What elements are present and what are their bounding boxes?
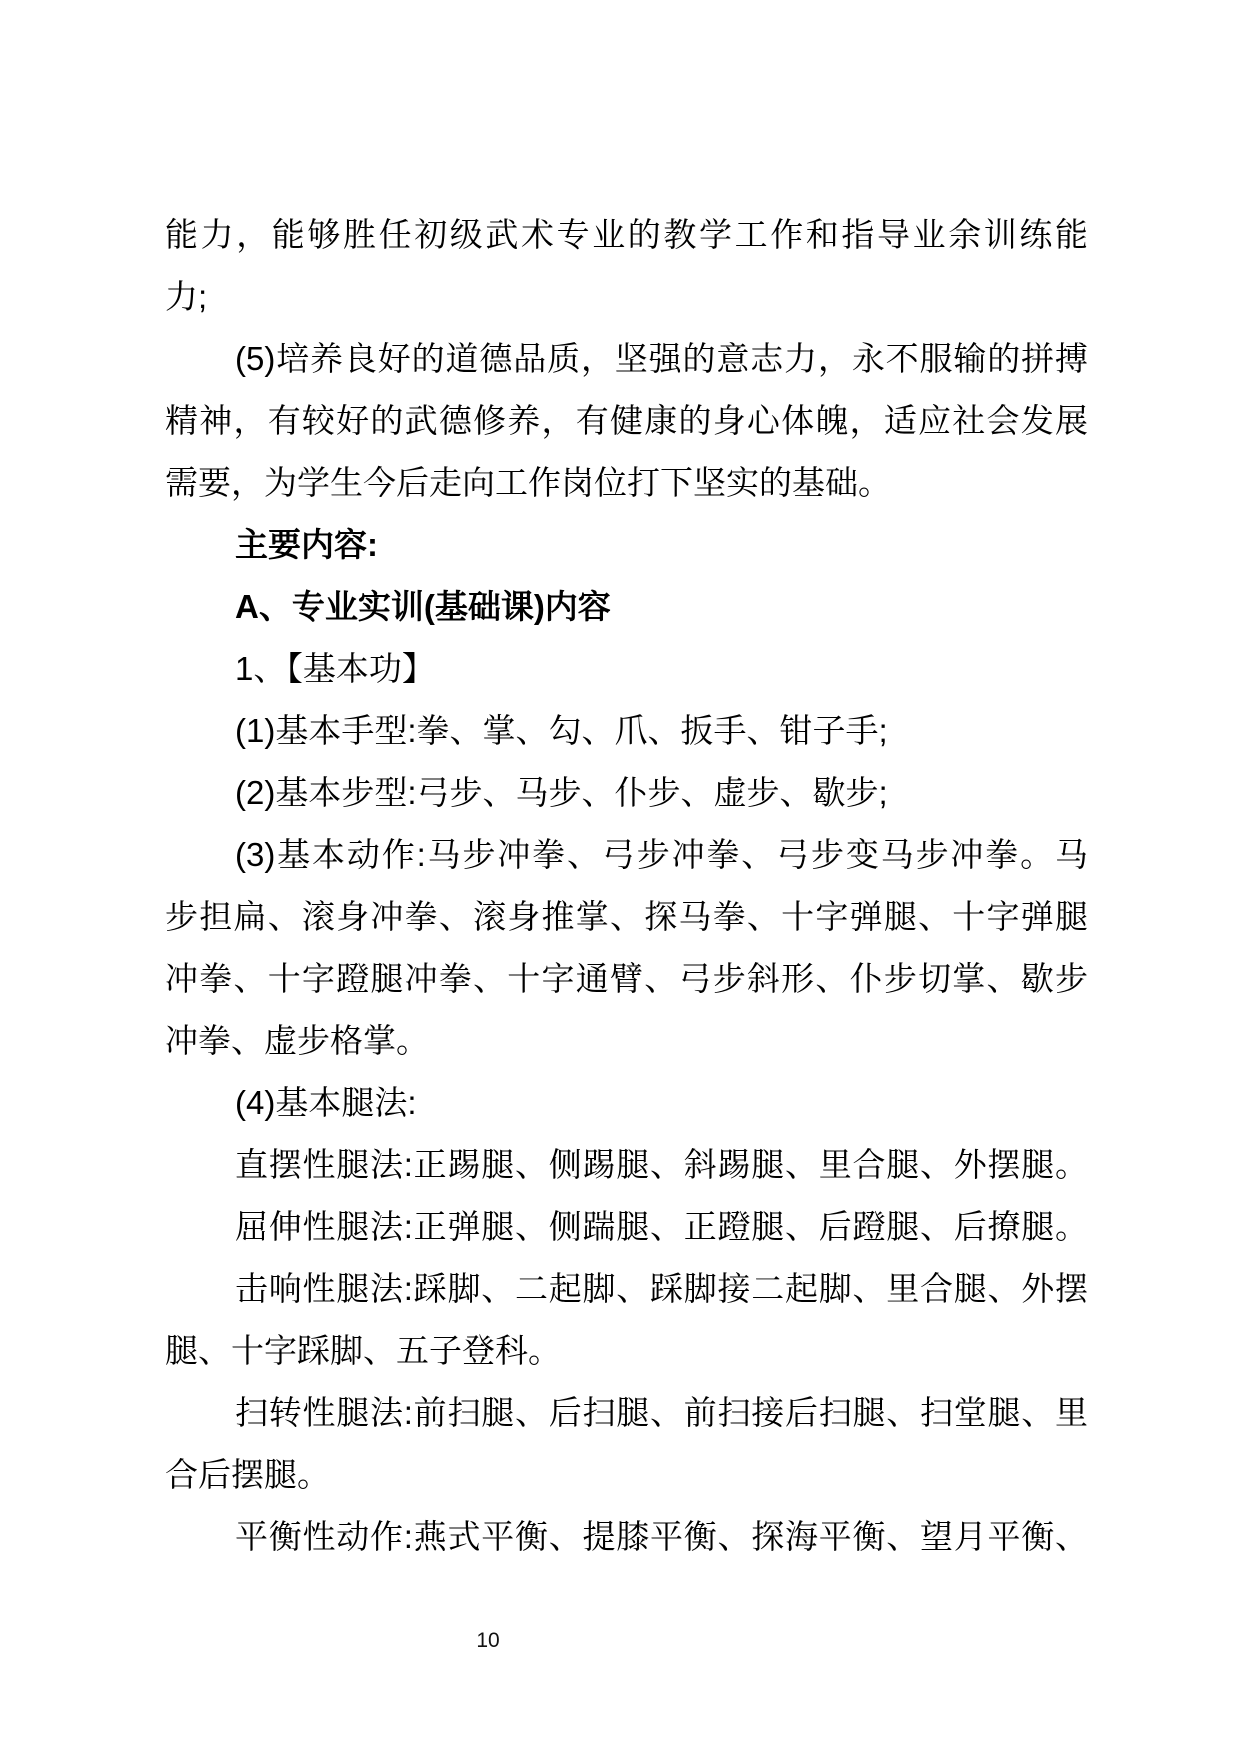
- text-line: 屈伸性腿法:正弹腿、侧踹腿、正蹬腿、后蹬腿、后撩腿。: [235, 1208, 1088, 1245]
- text-line: 步担扁、滚身冲拳、滚身推掌、探马拳、十字弹腿、十字弹腿: [165, 898, 1088, 935]
- document-body: [165, 204, 1088, 1568]
- text-line: 冲拳、虚步格掌。: [165, 1022, 429, 1059]
- text-line: (2)基本步型:弓步、马步、仆步、虚步、歇步;: [235, 774, 888, 811]
- text-line: 腿、十字踩脚、五子登科。: [165, 1332, 561, 1369]
- text-line: 平衡性动作:燕式平衡、提膝平衡、探海平衡、望月平衡、: [235, 1518, 1088, 1555]
- text-line: 扫转性腿法:前扫腿、后扫腿、前扫接后扫腿、扫堂腿、里: [235, 1394, 1088, 1431]
- text-line: 能力，能够胜任初级武术专业的教学工作和指导业余训练能: [165, 216, 1088, 253]
- text-line: 1、【基本功】: [235, 650, 435, 687]
- text-line: A、专业实训(基础课)内容: [235, 588, 611, 625]
- text-line: (3)基本动作:马步冲拳、弓步冲拳、弓步变马步冲拳。马: [235, 836, 1088, 873]
- text-line: 力;: [165, 278, 208, 315]
- text-line: 合后摆腿。: [165, 1456, 330, 1493]
- text-line: (4)基本腿法:: [235, 1084, 417, 1121]
- text-line: 精神，有较好的武德修养，有健康的身心体魄，适应社会发展: [165, 402, 1088, 439]
- page-number: 10: [476, 1629, 500, 1652]
- text-line: 需要，为学生今后走向工作岗位打下坚实的基础。: [165, 464, 891, 501]
- text-line: 击响性腿法:踩脚、二起脚、踩脚接二起脚、里合腿、外摆: [235, 1270, 1088, 1307]
- text-line: 直摆性腿法:正踢腿、侧踢腿、斜踢腿、里合腿、外摆腿。: [235, 1146, 1088, 1183]
- text-line: 主要内容:: [235, 526, 378, 563]
- text-line: (5)培养良好的道德品质，坚强的意志力，永不服输的拼搏: [235, 340, 1088, 377]
- text-line: (1)基本手型:拳、掌、勾、爪、扳手、钳子手;: [235, 712, 888, 749]
- text-line: 冲拳、十字蹬腿冲拳、十字通臂、弓步斜形、仆步切掌、歇步: [165, 960, 1088, 997]
